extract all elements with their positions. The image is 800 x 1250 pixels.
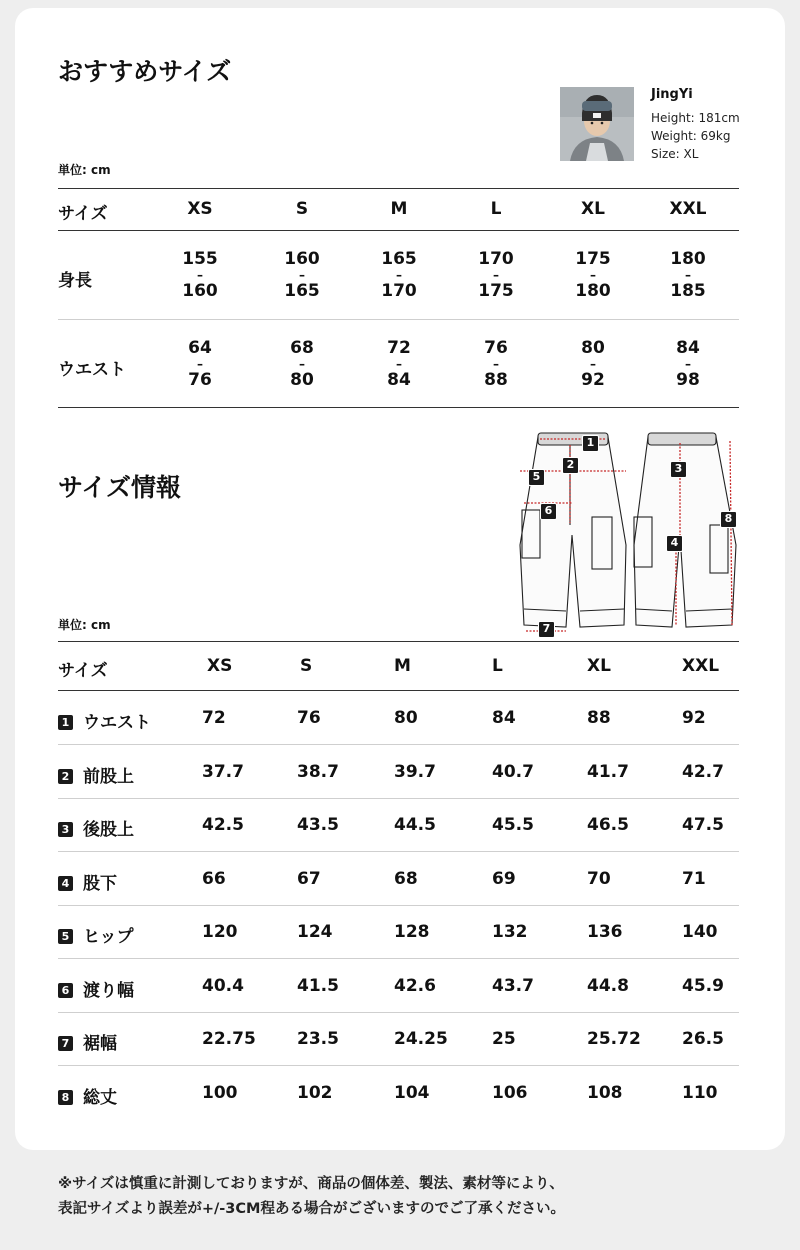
sizeinfo-value-cell: 42.6 xyxy=(394,975,436,996)
sizeinfo-value-cell: 69 xyxy=(492,868,516,889)
sizeinfo-value-cell: 108 xyxy=(587,1082,623,1103)
sizeinfo-row-label xyxy=(58,815,134,840)
range-max: 88 xyxy=(484,370,508,390)
model-name: JingYi xyxy=(651,87,693,102)
sizeinfo-row-divider xyxy=(58,1065,739,1066)
diagram-number-badge: 4 xyxy=(666,535,683,552)
recommend-header-bottom-rule xyxy=(58,230,739,231)
sizeinfo-header-cell: XL xyxy=(587,656,611,676)
sizeinfo-value-cell: 37.7 xyxy=(202,761,244,782)
sizeinfo-value-cell: 22.75 xyxy=(202,1029,256,1049)
recommend-range-cell xyxy=(262,250,342,300)
recommend-range-cell xyxy=(553,339,633,389)
range-min: 155 xyxy=(182,249,218,269)
measurement-number-badge: 2 xyxy=(58,769,73,784)
sizeinfo-value-cell: 128 xyxy=(394,922,430,942)
footer-line-1: ※サイズは慎重に計測しておりますが、商品の個体差、製法、素材等により、 xyxy=(58,1176,564,1192)
range-min: 160 xyxy=(284,249,320,269)
measurement-number-badge: 6 xyxy=(58,983,73,998)
sizeinfo-value-cell: 26.5 xyxy=(682,1029,724,1049)
sizeinfo-row-divider xyxy=(58,1012,739,1013)
model-weight: Weight: 69kg xyxy=(651,129,731,143)
range-min: 84 xyxy=(676,338,700,358)
sizeinfo-value-cell: 100 xyxy=(202,1082,238,1103)
recommend-table-bottom-rule xyxy=(58,407,739,408)
recommend-header-cell: XS xyxy=(187,199,213,219)
range-min: 72 xyxy=(387,338,411,358)
recommend-range-cell xyxy=(456,250,536,300)
measurement-number-badge: 7 xyxy=(58,1036,73,1051)
sizeinfo-value-cell: 47.5 xyxy=(682,815,724,835)
sizeinfo-row-label xyxy=(58,976,134,1001)
recommend-title: おすすめサイズ xyxy=(58,57,232,86)
sizeinfo-value-cell: 120 xyxy=(202,922,238,942)
sizeinfo-value-cell: 104 xyxy=(394,1082,430,1103)
diagram-number-badge: 2 xyxy=(562,457,579,474)
sizeinfo-value-cell: 84 xyxy=(492,708,516,728)
recommend-range-cell xyxy=(553,250,633,300)
sizeinfo-value-cell: 45.5 xyxy=(492,815,534,835)
recommend-row-divider xyxy=(58,319,739,320)
sizeinfo-value-cell: 106 xyxy=(492,1082,528,1103)
sizeinfo-value-cell: 25 xyxy=(492,1029,516,1049)
sizeinfo-value-cell: 76 xyxy=(297,708,321,728)
measurement-name: 渡り幅 xyxy=(83,980,134,1001)
range-max: 180 xyxy=(575,281,611,301)
range-dash: – xyxy=(197,268,203,282)
range-max: 84 xyxy=(387,370,411,390)
sizeinfo-title: サイズ情報 xyxy=(58,473,182,502)
sizeinfo-value-cell: 39.7 xyxy=(394,761,436,782)
range-dash: – xyxy=(299,357,305,371)
sizeinfo-value-cell: 44.8 xyxy=(587,975,629,996)
sizeinfo-value-cell: 38.7 xyxy=(297,761,339,782)
sizeinfo-value-cell: 42.5 xyxy=(202,815,244,835)
range-max: 98 xyxy=(676,370,700,390)
range-max: 76 xyxy=(188,370,212,390)
recommend-range-cell xyxy=(648,339,728,389)
recommend-header-cell: XXL xyxy=(669,199,707,219)
sizeinfo-value-cell: 92 xyxy=(682,708,706,728)
range-min: 170 xyxy=(478,249,514,269)
sizeinfo-row-label xyxy=(58,1083,117,1108)
sizeinfo-value-cell: 72 xyxy=(202,708,226,728)
range-max: 185 xyxy=(670,281,706,301)
sizeinfo-row-divider xyxy=(58,798,739,799)
measurement-number-badge: 5 xyxy=(58,929,73,944)
diagram-number-badge: 1 xyxy=(582,435,599,452)
diagram-number-badge: 7 xyxy=(538,621,555,638)
sizeinfo-header-size-label: サイズ xyxy=(58,661,108,681)
diagram-number-badge: 8 xyxy=(720,511,737,528)
range-max: 160 xyxy=(182,281,218,301)
recommend-range-cell xyxy=(262,339,342,389)
range-min: 80 xyxy=(581,338,605,358)
range-dash: – xyxy=(493,357,499,371)
sizeinfo-value-cell: 136 xyxy=(587,922,623,942)
range-max: 92 xyxy=(581,370,605,390)
sizeinfo-value-cell: 70 xyxy=(587,868,611,889)
sizeinfo-value-cell: 23.5 xyxy=(297,1029,339,1049)
range-dash: – xyxy=(299,268,305,282)
sizeinfo-value-cell: 88 xyxy=(587,708,611,728)
sizeinfo-row-divider xyxy=(58,958,739,959)
sizeinfo-row-divider xyxy=(58,851,739,852)
sizeinfo-value-cell: 44.5 xyxy=(394,815,436,835)
range-max: 80 xyxy=(290,370,314,390)
sizeinfo-value-cell: 43.7 xyxy=(492,975,534,996)
sizeinfo-value-cell: 110 xyxy=(682,1082,718,1103)
sizeinfo-value-cell: 46.5 xyxy=(587,815,629,835)
range-dash: – xyxy=(590,357,596,371)
range-dash: – xyxy=(493,268,499,282)
range-dash: – xyxy=(396,268,402,282)
sizeinfo-row-label xyxy=(58,922,134,947)
measurement-number-badge: 4 xyxy=(58,876,73,891)
range-dash: – xyxy=(396,357,402,371)
sizeinfo-value-cell: 102 xyxy=(297,1082,333,1103)
sizeinfo-value-cell: 124 xyxy=(297,922,333,942)
sizeinfo-unit: 単位: cm xyxy=(58,618,111,632)
recommend-header-cell: S xyxy=(295,199,309,219)
sizeinfo-row-label xyxy=(58,1029,117,1054)
model-size: Size: XL xyxy=(651,147,699,161)
footer-note xyxy=(58,1172,565,1222)
sizeinfo-header-cell: XXL xyxy=(682,656,720,676)
sizeinfo-header-top-rule xyxy=(58,641,739,642)
pants-measurement-diagram xyxy=(510,425,750,640)
sizeinfo-value-cell: 66 xyxy=(202,868,226,889)
measurement-name: 裾幅 xyxy=(83,1034,117,1054)
measurement-name: 股下 xyxy=(83,873,117,894)
sizeinfo-value-cell: 42.7 xyxy=(682,761,724,782)
sizeinfo-value-cell: 45.9 xyxy=(682,975,724,996)
recommend-header-cell: XL xyxy=(581,199,605,219)
recommend-range-cell xyxy=(160,250,240,300)
sizeinfo-header-cell: L xyxy=(492,656,503,676)
measurement-name: ヒップ xyxy=(83,927,134,947)
recommend-range-cell xyxy=(456,339,536,389)
measurement-name: 前股上 xyxy=(83,766,134,787)
range-dash: – xyxy=(590,268,596,282)
range-dash: – xyxy=(685,357,691,371)
sizeinfo-value-cell: 71 xyxy=(682,868,706,889)
range-min: 175 xyxy=(575,249,611,269)
sizeinfo-value-cell: 67 xyxy=(297,868,321,889)
sizeinfo-value-cell: 41.7 xyxy=(587,761,629,782)
range-dash: – xyxy=(197,357,203,371)
recommend-range-cell xyxy=(648,250,728,300)
sizeinfo-header-bottom-rule xyxy=(58,690,739,691)
sizeinfo-value-cell: 40.7 xyxy=(492,761,534,782)
measurement-name: 総丈 xyxy=(83,1087,117,1108)
model-height: Height: 181cm xyxy=(651,111,740,125)
recommend-range-cell xyxy=(359,250,439,300)
range-min: 165 xyxy=(381,249,417,269)
measurement-name: 後股上 xyxy=(83,820,134,840)
range-min: 64 xyxy=(188,338,212,358)
recommend-unit: 単位: cm xyxy=(58,163,111,177)
range-min: 68 xyxy=(290,338,314,358)
sizeinfo-row-divider xyxy=(58,744,739,745)
sizeinfo-row-label xyxy=(58,869,117,894)
measurement-name: ウエスト xyxy=(83,713,151,733)
sizeinfo-value-cell: 132 xyxy=(492,922,528,942)
range-max: 165 xyxy=(284,281,320,301)
recommend-header-size-label: サイズ xyxy=(58,204,108,224)
sizeinfo-value-cell: 43.5 xyxy=(297,815,339,835)
sizeinfo-value-cell: 68 xyxy=(394,868,418,889)
recommend-range-cell xyxy=(160,339,240,389)
sizeinfo-row-divider xyxy=(58,905,739,906)
footer-line-2: 表記サイズより誤差が+/-3CM程ある場合がございますのでご了承ください。 xyxy=(58,1201,565,1217)
sizeinfo-row-label xyxy=(58,762,134,787)
measurement-number-badge: 1 xyxy=(58,715,73,730)
model-photo xyxy=(560,87,634,161)
diagram-number-badge: 5 xyxy=(528,469,545,486)
range-max: 170 xyxy=(381,281,417,301)
range-dash: – xyxy=(685,268,691,282)
range-max: 175 xyxy=(478,281,514,301)
sizeinfo-value-cell: 24.25 xyxy=(394,1029,448,1049)
recommend-header-cell: L xyxy=(490,199,502,219)
range-min: 180 xyxy=(670,249,706,269)
sizeinfo-row-label xyxy=(58,708,151,733)
diagram-number-badge: 3 xyxy=(670,461,687,478)
sizeinfo-value-cell: 41.5 xyxy=(297,975,339,996)
sizeinfo-value-cell: 140 xyxy=(682,922,718,942)
recommend-header-cell: M xyxy=(390,199,408,219)
recommend-row-label: 身長 xyxy=(58,271,92,291)
recommend-row-label: ウエスト xyxy=(58,360,126,380)
sizeinfo-header-cell: M xyxy=(394,656,411,676)
sizeinfo-header-cell: S xyxy=(300,656,313,676)
diagram-number-badge: 6 xyxy=(540,503,557,520)
sizeinfo-value-cell: 80 xyxy=(394,708,418,728)
sizeinfo-header-cell: XS xyxy=(207,656,233,676)
sizeinfo-value-cell: 25.72 xyxy=(587,1029,641,1049)
range-min: 76 xyxy=(484,338,508,358)
measurement-number-badge: 3 xyxy=(58,822,73,837)
measurement-number-badge: 8 xyxy=(58,1090,73,1105)
recommend-header-top-rule xyxy=(58,188,739,189)
sizeinfo-value-cell: 40.4 xyxy=(202,975,244,996)
recommend-range-cell xyxy=(359,339,439,389)
